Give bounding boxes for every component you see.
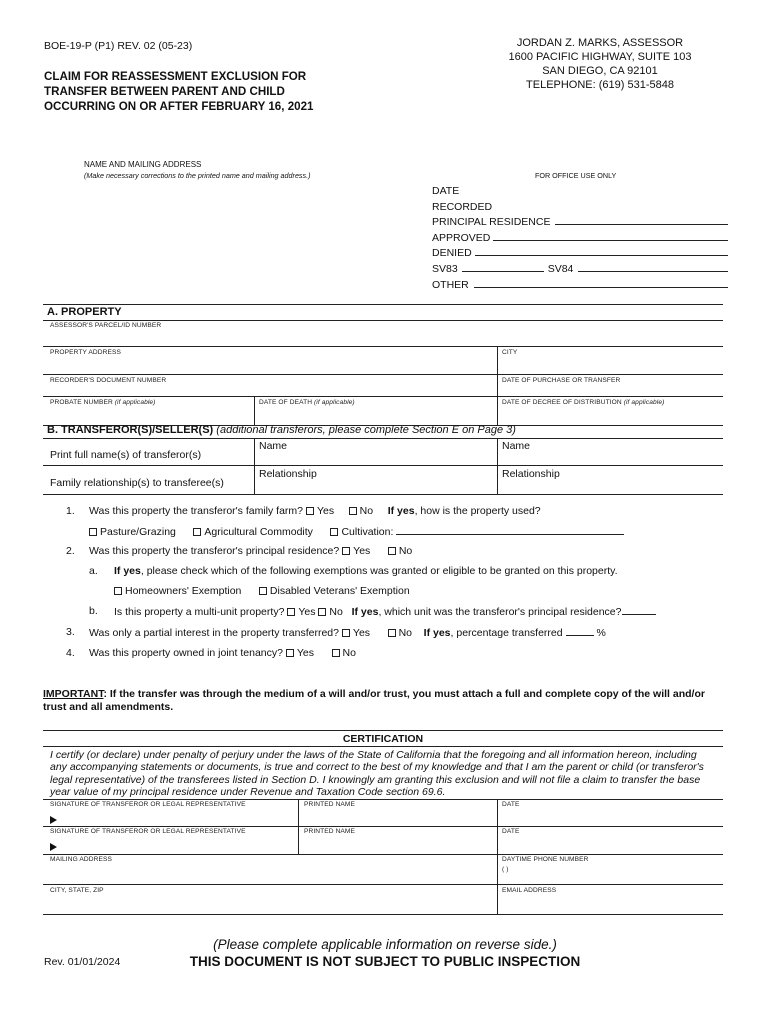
q2b-number: b.: [89, 605, 98, 617]
reverse-note: (Please complete applicable information on reverse side.): [213, 937, 557, 952]
signature-label-1: SIGNATURE OF TRANSFEROR OR LEGAL REPRESENTATIVE: [50, 801, 246, 808]
relationship-field-2[interactable]: Relationship: [502, 468, 560, 480]
veterans-checkbox[interactable]: [259, 587, 267, 595]
date-purchase-label: DATE OF PURCHASE OR TRANSFER: [502, 377, 621, 384]
section-a-title: A. PROPERTY: [47, 306, 122, 318]
recorders-doc-label: RECORDER'S DOCUMENT NUMBER: [50, 377, 167, 384]
q2-no-checkbox[interactable]: [388, 547, 396, 555]
q1-yes-checkbox[interactable]: [306, 507, 314, 515]
q1-no-checkbox[interactable]: [349, 507, 357, 515]
q2a-exemptions: Homeowners' Exemption Disabled Veterans' Exemption: [114, 585, 410, 597]
city-state-zip-label: CITY, STATE, ZIP: [50, 887, 104, 894]
date-death-label: DATE OF DEATH (if applicable): [259, 399, 355, 406]
signature-label-2: SIGNATURE OF TRANSFEROR OR LEGAL REPRESENTATIVE: [50, 828, 246, 835]
q4-row: Was this property owned in joint tenancy? Yes No: [89, 647, 356, 659]
printed-name-label-2: PRINTED NAME: [304, 828, 356, 835]
q4-no-checkbox[interactable]: [332, 649, 340, 657]
form-title: CLAIM FOR REASSESSMENT EXCLUSION FOR TRANSFER BETWEEN PARENT AND CHILD OCCURRING ON OR AFTER FEBRUARY 16, 2021: [44, 70, 314, 113]
q1-number: 1.: [66, 505, 75, 517]
mailing-label: NAME AND MAILING ADDRESS: [84, 160, 202, 169]
q3-row: Was only a partial interest in the property transferred? Yes No If yes, percentage transferred %: [89, 627, 606, 639]
q2b-no-checkbox[interactable]: [318, 608, 326, 616]
q1-row: Was this property the transferor's family farm? Yes No If yes, how is the property used?: [89, 505, 541, 517]
percentage-field[interactable]: [566, 626, 594, 636]
rev-date: Rev. 01/01/2024: [44, 956, 121, 968]
q1-uses-row: Pasture/Grazing Agricultural Commodity Cultivation:: [89, 525, 624, 538]
q2-yes-checkbox[interactable]: [342, 547, 350, 555]
agricultural-checkbox[interactable]: [193, 528, 201, 536]
probate-label: PROBATE NUMBER (if applicable): [50, 399, 156, 406]
certification-title: CERTIFICATION: [342, 733, 424, 745]
public-inspection-notice: THIS DOCUMENT IS NOT SUBJECT TO PUBLIC INSPECTION: [189, 954, 581, 969]
q3-number: 3.: [66, 626, 75, 638]
property-address-label: PROPERTY ADDRESS: [50, 349, 121, 356]
q2b-row: Is this property a multi-unit property? Yes No If yes, which unit was the transferor's principal residence?: [114, 605, 656, 618]
cultivation-checkbox[interactable]: [330, 528, 338, 536]
date-decree-label: DATE OF DECREE OF DISTRIBUTION (if applicable): [502, 399, 665, 406]
cultivation-field[interactable]: [396, 525, 624, 535]
printed-name-label-1: PRINTED NAME: [304, 801, 356, 808]
q2a-row: If yes, please check which of the following exemptions was granted or eligible to be granted on this property.: [114, 565, 618, 577]
office-use-block: DATE RECORDED PRINCIPAL RESIDENCE APPROVED DENIED SV83 SV84 OTHER: [432, 184, 728, 293]
office-use-title: FOR OFFICE USE ONLY: [535, 171, 617, 180]
certification-text: I certify (or declare) under penalty of perjury under the laws of the State of California that the foregoing and all information hereon, including any accompanying statements or documents, is true and correct to the best of my knowledge and that I am the parent or child (or transferor's legal representative) of the transferees listed in Section D. I knowingly am granting this exclusion and will not file a claim to transfer the base year value of my principal residence under Revenue and Taxation Code section 69.6.: [50, 749, 704, 799]
q2a-number: a.: [89, 565, 98, 577]
important-note: IMPORTANT: If the transfer was through the medium of a will and/or trust, you must attach a full and complete copy of the will and/or trust and all amendments.: [43, 688, 705, 713]
q4-yes-checkbox[interactable]: [286, 649, 294, 657]
section-b-title: B. TRANSFEROR(S)/SELLER(S) (additional transferors, please complete Section E on Page 3): [47, 424, 516, 436]
q2-number: 2.: [66, 545, 75, 557]
q2-row: Was this property the transferor's principal residence? Yes No: [89, 545, 413, 557]
pasture-checkbox[interactable]: [89, 528, 97, 536]
print-names-label: Print full name(s) of transferor(s): [50, 449, 202, 461]
unit-field[interactable]: [622, 605, 656, 615]
homeowners-checkbox[interactable]: [114, 587, 122, 595]
daytime-phone-label: DAYTIME PHONE NUMBER: [502, 856, 589, 863]
mailing-note: (Make necessary corrections to the printed name and mailing address.): [84, 171, 311, 180]
date-label-1: DATE: [502, 801, 520, 808]
q2b-yes-checkbox[interactable]: [287, 608, 295, 616]
form-id: BOE-19-P (P1) REV. 02 (05-23): [44, 40, 193, 52]
date-label-2: DATE: [502, 828, 520, 835]
q4-number: 4.: [66, 647, 75, 659]
transferor-name-field[interactable]: Name: [259, 440, 288, 452]
parcel-label: ASSESSOR'S PARCEL/ID NUMBER: [50, 322, 162, 329]
q3-yes-checkbox[interactable]: [342, 629, 350, 637]
email-label: EMAIL ADDRESS: [502, 887, 557, 894]
phone-parens[interactable]: ( ): [502, 866, 509, 873]
assessor-block: JORDAN Z. MARKS, ASSESSOR 1600 PACIFIC HIGHWAY, SUITE 103 SAN DIEGO, CA 92101 TELEPHONE: (619) 531-5848: [508, 37, 692, 91]
transferor-name-field-2[interactable]: Name: [502, 440, 531, 452]
relationship-field[interactable]: Relationship: [259, 468, 317, 480]
city-label: CITY: [502, 349, 518, 356]
mailing-address-label: MAILING ADDRESS: [50, 856, 112, 863]
q3-no-checkbox[interactable]: [388, 629, 396, 637]
family-rel-label: Family relationship(s) to transferee(s): [50, 477, 224, 489]
